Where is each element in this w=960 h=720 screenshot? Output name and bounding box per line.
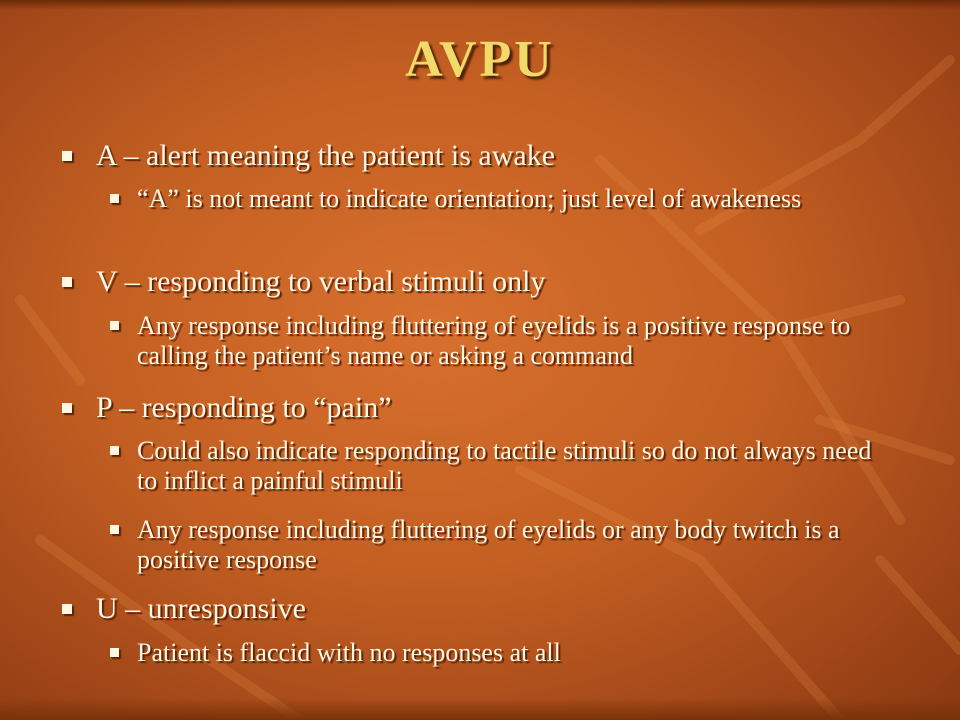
- square-bullet-icon: [110, 321, 119, 330]
- list-item: [110, 436, 890, 496]
- item-text: V – responding to verbal stimuli only: [96, 265, 546, 298]
- square-bullet-icon: [62, 151, 72, 161]
- slide-title: AVPU: [405, 31, 555, 88]
- list-item: [110, 311, 900, 371]
- list-item: [110, 515, 890, 575]
- square-bullet-icon: [62, 277, 72, 287]
- square-bullet-icon: [110, 446, 119, 455]
- item-text: U – unresponsive: [96, 592, 306, 625]
- square-bullet-icon: [62, 604, 72, 614]
- list-item: [62, 265, 922, 299]
- list-item: [62, 592, 922, 626]
- item-text: Patient is flaccid with no responses at all: [137, 638, 561, 667]
- list-item: [62, 139, 922, 173]
- square-bullet-icon: [110, 525, 119, 534]
- square-bullet-icon: [62, 403, 72, 413]
- list-item: [62, 391, 922, 425]
- item-text: P – responding to “pain”: [96, 391, 392, 424]
- item-text: A – alert meaning the patient is awake: [96, 139, 556, 172]
- item-text: “A” is not meant to indicate orientation; just level of awakeness: [137, 184, 802, 213]
- item-text: Any response including fluttering of eyelids or any body twitch is a positive response: [137, 515, 840, 574]
- list-item: [110, 638, 890, 668]
- square-bullet-icon: [110, 194, 119, 203]
- item-text: Any response including fluttering of eyelids is a positive response to calling the patient’s name or asking a command: [137, 311, 851, 370]
- square-bullet-icon: [110, 648, 119, 657]
- item-text: Could also indicate responding to tactile stimuli so do not always need to inflict a painful stimuli: [137, 436, 872, 495]
- list-item: [110, 184, 810, 214]
